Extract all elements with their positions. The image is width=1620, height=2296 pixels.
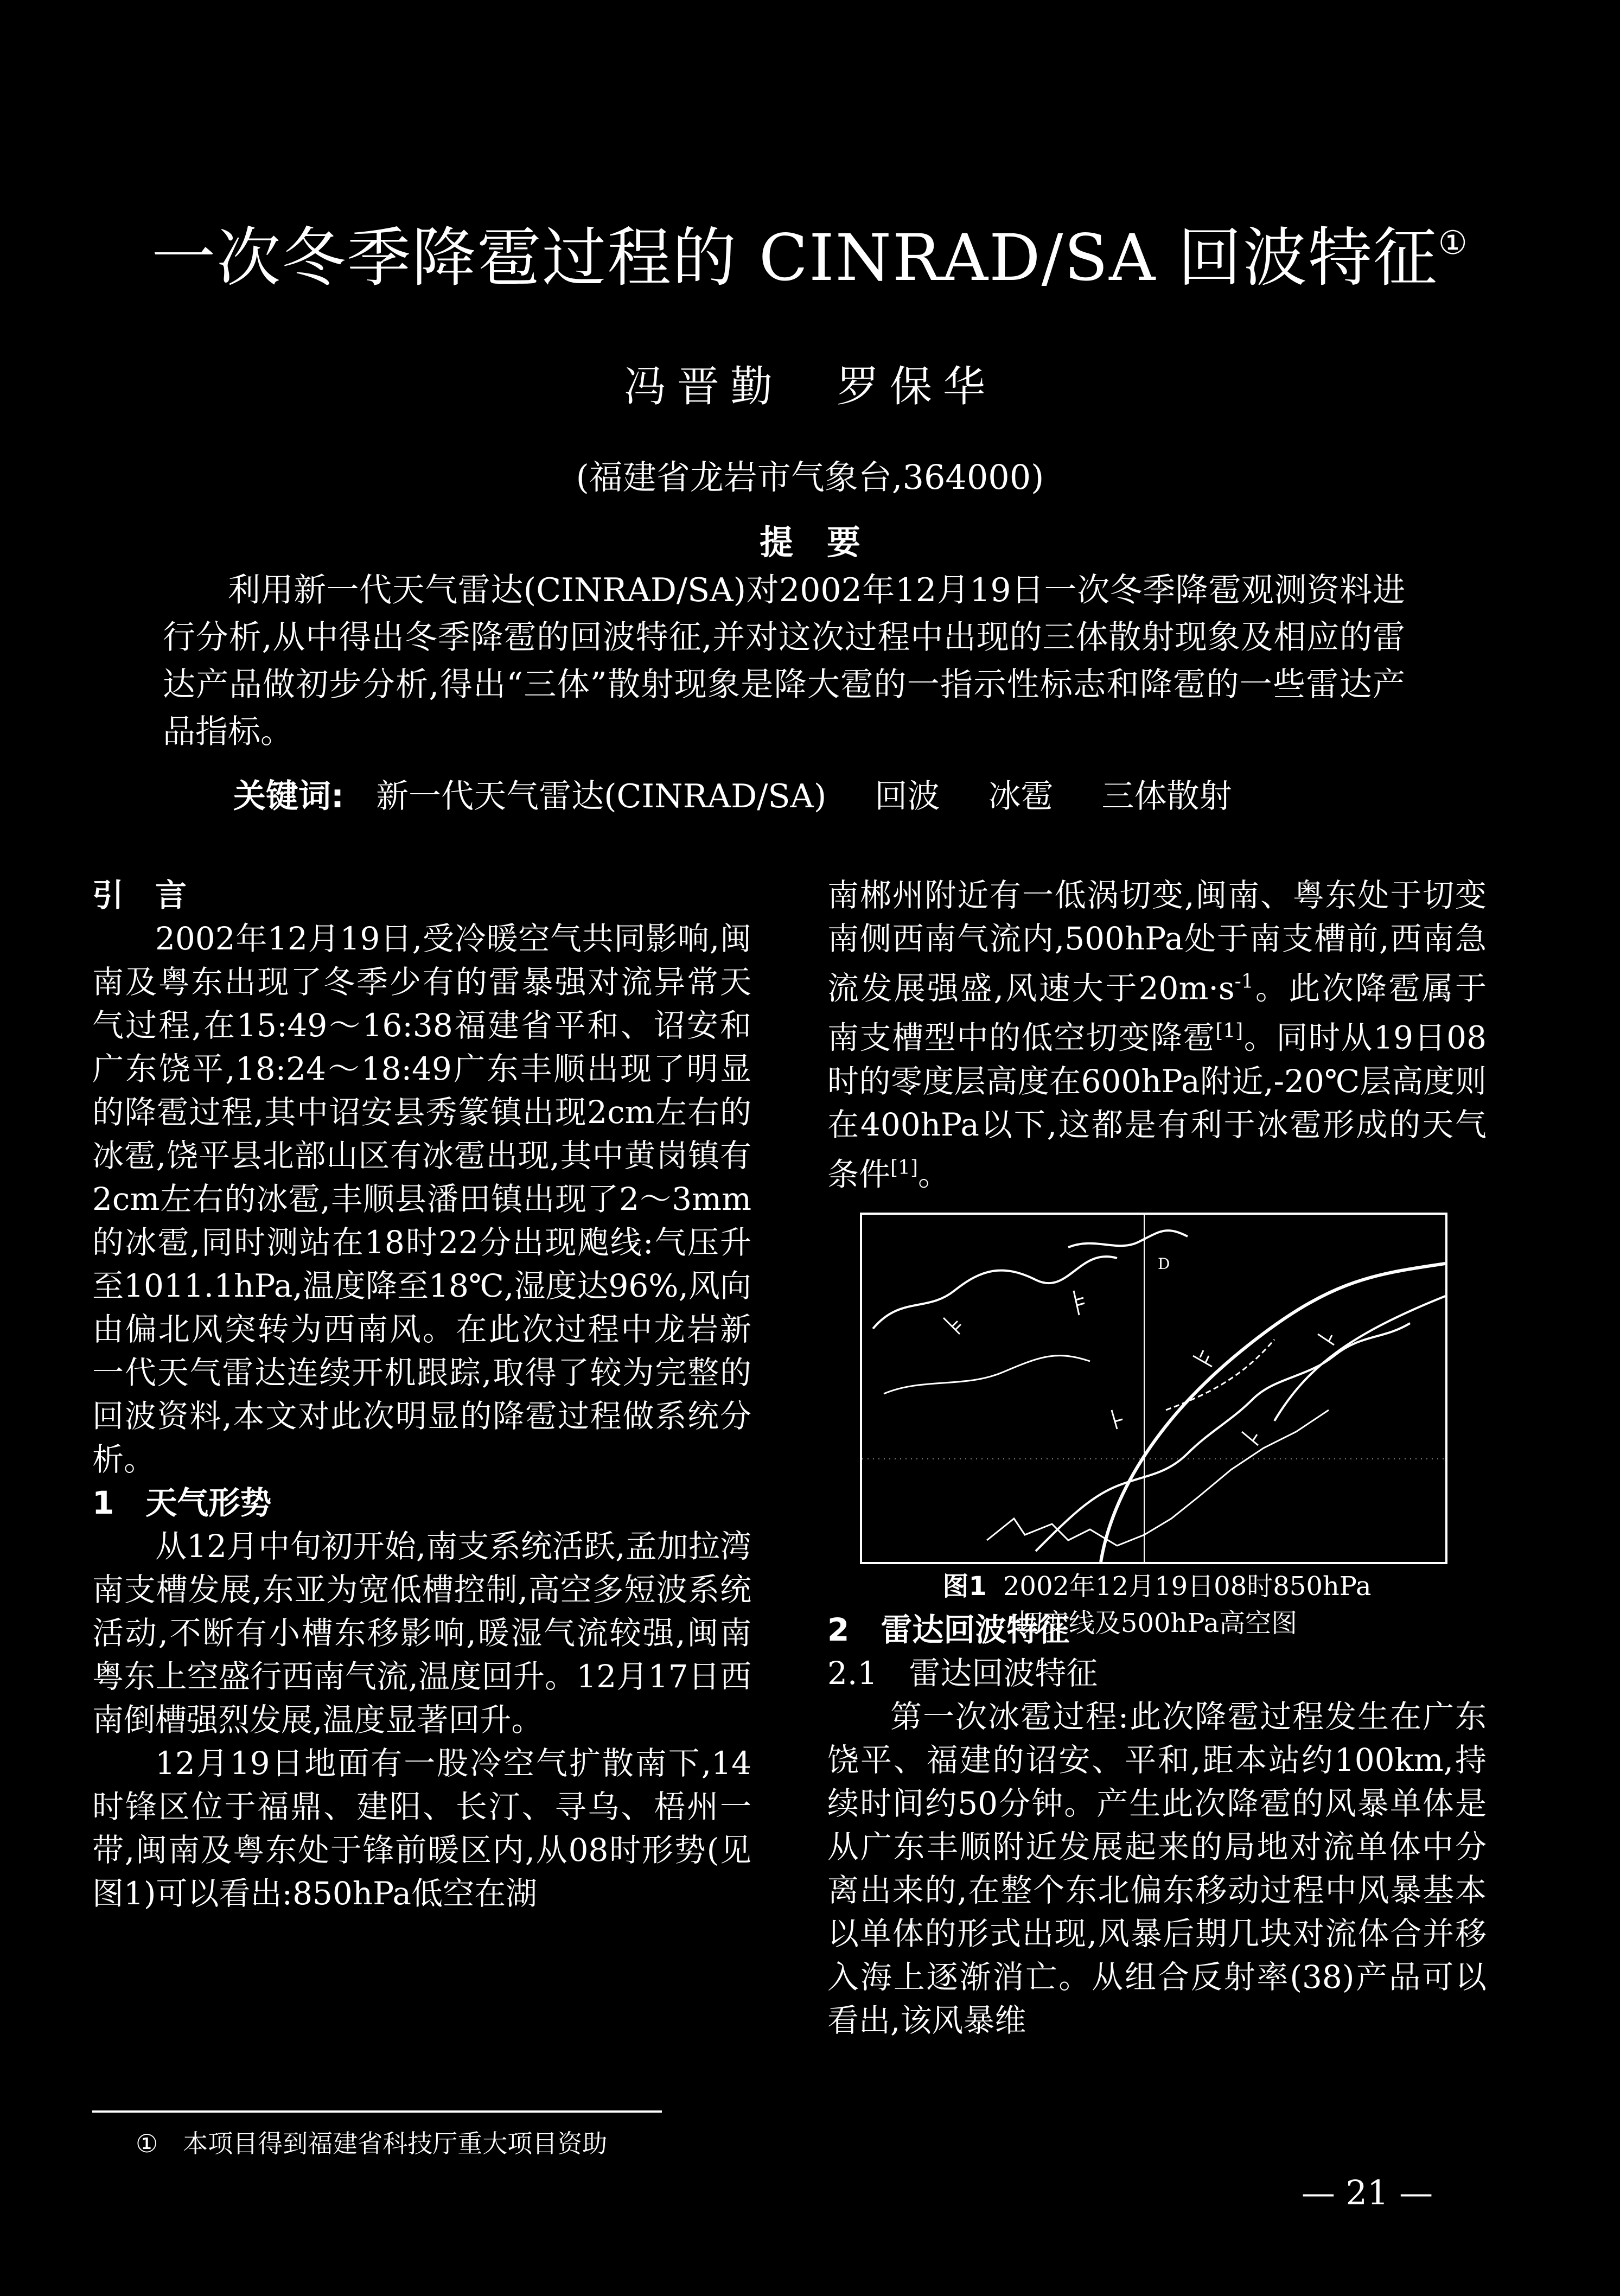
- weather-map-image: [862, 1215, 1445, 1562]
- abstract-text: 利用新一代天气雷达(CINRAD/SA)对2002年12月19日一次冬季降雹观测资料进行分析,从中得出冬季降雹的回波特征,并对这次过程中出现的三体散射现象及相应的雷达产品做初步分析,得出“三体”散射现象是降大雹的一指示性标志和降雹的一些雷达产品指标。: [163, 571, 1405, 751]
- intro-paragraph: 2002年12月19日,受冷暖空气共同影响,闽南及粤东出现了冬季少有的雷暴强对流异常天气过程,在15:49～16:38福建省平和、诏安和广东饶平,18:24～18:49广东丰顺出现了明显的降雹过程,其中诏安县秀篆镇出现2cm左右的冰雹,饶平县北部山区有冰雹出现,其中黄岗镇有2cm左右的冰雹,丰顺县潘田镇出现了2～3mm的冰雹,同时测站在18时22分出现飑线:气压升至1011.1hPa,温度降至18℃,湿度达96%,风向由偏北风突转为西南风。在此次过程中龙岩新一代天气雷达连续开机跟踪,取得了较为完整的回波资料,本文对此次明显的降雹过程做系统分析。: [92, 920, 751, 1478]
- section-1-paragraph: 从12月中旬初开始,南支系统活跃,孟加拉湾南支槽发展,东亚为宽低槽控制,高空多短波系统活动,不断有小槽东移影响,暖湿气流较强,闽南粤东上空盛行西南气流,温度回升。12月17日西南倒槽强烈发展,温度显著回升。: [92, 1528, 751, 1738]
- figure-label: 图1: [942, 1571, 987, 1602]
- citation: [1]: [890, 1156, 919, 1179]
- keyword: 三体散射: [1101, 777, 1232, 815]
- footnote-rule: [92, 2110, 662, 2113]
- abstract-heading: 提 要: [759, 522, 860, 562]
- keyword: 新一代天气雷达(CINRAD/SA): [376, 777, 827, 815]
- section-1-heading: 1 天气形势: [92, 1484, 272, 1521]
- title-footnote-mark: ①: [1438, 224, 1469, 262]
- superscript: -1: [1234, 971, 1254, 993]
- figure-1-caption: 图1 2002年12月19日08时850hPa 切变线及500hPa高空图: [942, 1571, 1372, 1638]
- intro-heading: 引 言: [92, 877, 187, 914]
- page-number: — 21 —: [1301, 2173, 1433, 2212]
- affiliation: (福建省龙岩市气象台,364000): [576, 457, 1044, 497]
- map-marker-d: D: [1158, 1255, 1170, 1273]
- continued-paragraph: 南郴州附近有一低涡切变,闽南、粤东处于切变南侧西南气流内,500hPa处于南支槽前,西南急流发展强盛,风速大于$20m\cdot s^{-1}$。此次降雹属于南支槽型中的低空切变降雹[1]。同时从19日08时的零度层高度在600hPa附近,-20℃层高度则在400hPa以下,这都是有利于冰雹形成的天气条件[1]。: [827, 877, 1487, 1192]
- keyword: 冰雹: [988, 777, 1054, 815]
- footnote: ① 本项目得到福建省科技厅重大项目资助: [136, 2129, 608, 2158]
- figure-1-weather-map: [860, 1213, 1447, 1564]
- section-2-1-paragraph: 第一次冰雹过程:此次降雹过程发生在广东饶平、福建的诏安、平和,距本站约100km,持续时间约50分钟。产生此次降雹的风暴单体是从广东丰顺附近发展起来的局地对流单体中分离出来的,在整个东北偏东移动过程中风暴基本以单体的形式出现,风暴后期几块对流体合并移入海上逐渐消亡。从组合反射率(38)产品可以看出,该风暴维: [827, 1698, 1487, 2039]
- keywords: [233, 770, 1427, 817]
- section-1-paragraph: 12月19日地面有一股冷空气扩散南下,14时锋区位于福鼎、建阳、长汀、寻乌、梧州一带,闽南及粤东处于锋前暖区内,从08时形势(见图1)可以看出:850hPa低空在湖: [92, 1745, 751, 1912]
- authors: 冯晋勤 罗保华: [623, 362, 996, 411]
- keyword: 回波: [875, 777, 940, 815]
- section-2-heading: 2 雷达回波特征: [827, 1611, 1070, 1648]
- keywords-label: 关键词:: [233, 777, 344, 815]
- paper-title: 一次冬季降雹过程的 CINRAD/SA 回波特征①: [151, 220, 1469, 295]
- citation: [1]: [1215, 1020, 1243, 1043]
- left-column: [92, 873, 751, 1915]
- section-2-1-heading: 2.1 雷达回波特征: [827, 1654, 1098, 1692]
